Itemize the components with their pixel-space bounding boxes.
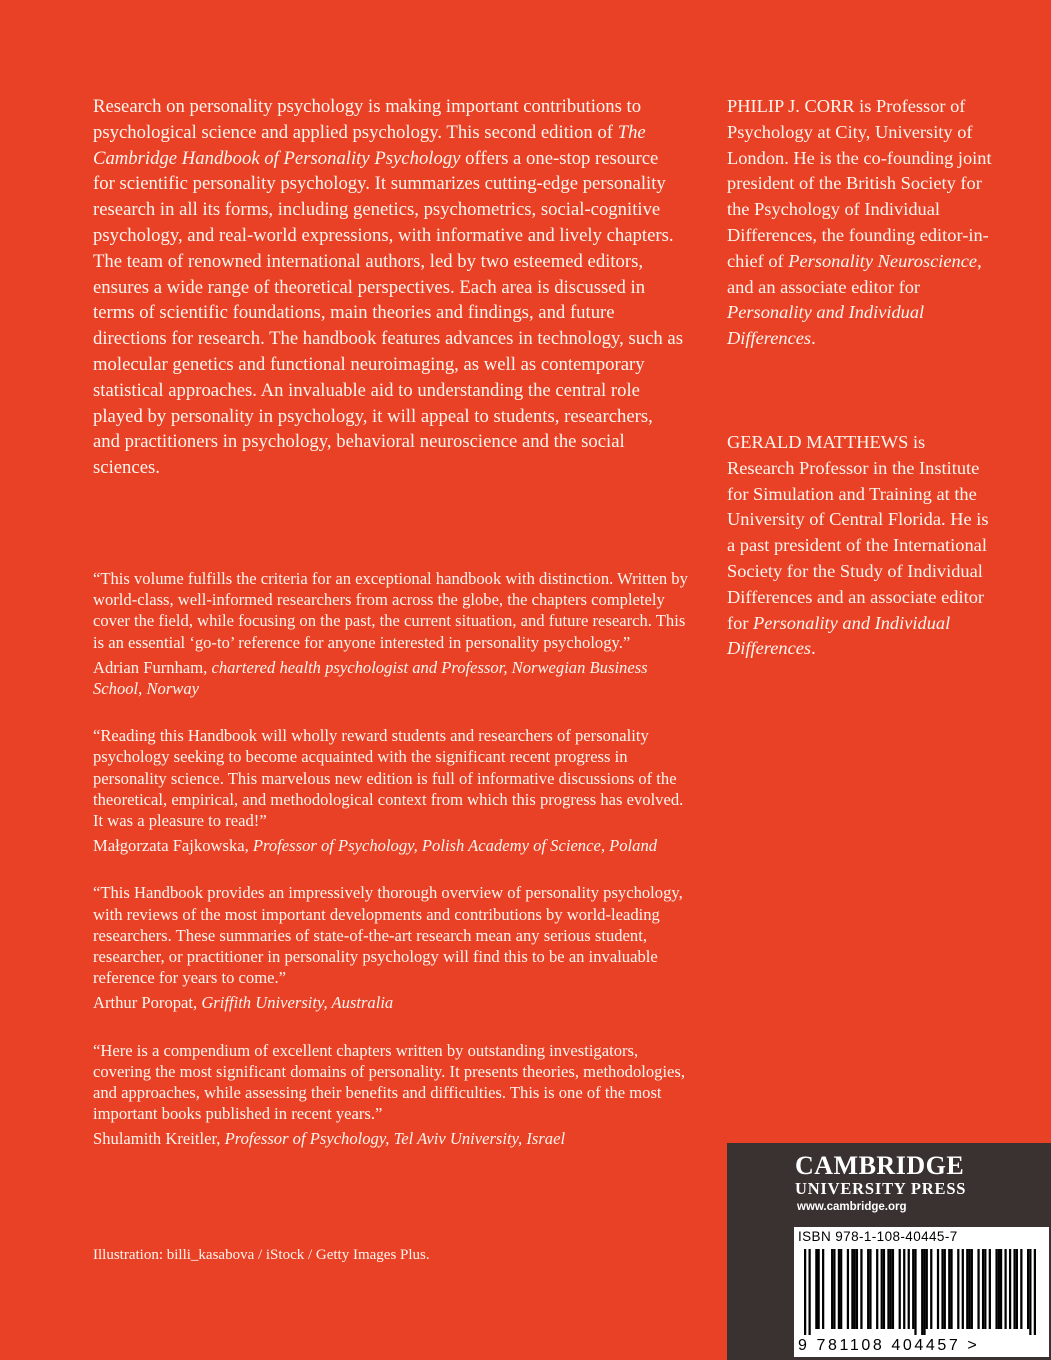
quote-attribution: Adrian Furnham, chartered health psychologist and Professor, Norwegian Business School, Norway [93,657,648,699]
barcode-bar [818,1249,820,1329]
quote-text: “Reading this Handbook will wholly reward students and researchers of personality psychology seeking to become acquainted with the significant recent progress in personality science. This marvelous new edition is full of informative discussions of the theoretical, empirical, and methodological context from which this progress has evolved. It was a pleasure to read!” [93,726,684,831]
editor-name: PHILIP J. CORR [727,96,855,116]
barcode-bar [1034,1249,1036,1335]
barcode-bar [809,1249,811,1335]
endorsement-quote [93,882,693,1013]
barcode-bar [1013,1249,1015,1329]
barcode-bar [876,1249,878,1329]
barcode-bar [838,1249,840,1329]
barcode-bar [971,1249,973,1329]
barcode-bar [1000,1249,1002,1329]
barcode-bar [989,1249,991,1329]
quote-text: “This volume fulfills the criteria for an exceptional handbook with distinction. Written by world-class, well-informed researchers from across the globe, the chapters completely cover the field, while focusing on the past, the current situation, and future research. This is an essential ‘go-to’ reference for anyone interested in personality psychology.” [93,569,688,652]
isbn-label: ISBN 978-1-108-40445-7 [798,1229,958,1244]
publisher-logo-name: CAMBRIDGE [795,1151,965,1180]
book-description [93,94,683,481]
barcode-graphic [804,1249,1036,1335]
barcode-bar [833,1249,835,1329]
barcode-bar [930,1249,932,1329]
barcode-bar [982,1249,984,1329]
book-title: The Cambridge Handbook of Personality Psychology [93,121,646,169]
barcode-bar [840,1249,842,1329]
barcode-bar [962,1249,964,1329]
editor-name: GERALD MATTHEWS [727,432,909,452]
barcode-bar [923,1249,925,1335]
barcode-bar [881,1249,883,1329]
barcode-bar [867,1249,869,1329]
barcode-bar [890,1249,892,1329]
publisher-panel [727,1143,1051,1360]
quote-attribution: Arthur Poropat, Griffith University, Australia [93,993,394,1013]
quote-text: “This Handbook provides an impressively thorough overview of personality psychology, with reviews of the most important developments and contributions by world-leading researchers. These summaries of state-of-the-art research mean any serious student, researcher, or practitioner in personality psychology will find this to be an invaluable reference for years to come.” [93,883,683,988]
publisher-url: www.cambridge.org [797,1201,907,1213]
barcode-bar [1029,1249,1031,1335]
quote-attribution: Małgorzata Fajkowska, Professor of Psychology, Polish Academy of Science, Poland [93,836,658,856]
barcode-bar [860,1249,862,1329]
barcode-bar [957,1249,959,1329]
illustration-credit: Illustration: billi_kasabova / iStock / Getty Images Plus. [93,1247,430,1263]
barcode-bar [1027,1249,1029,1329]
endorsements [93,568,693,1176]
barcode-bar [948,1249,950,1329]
quote-text: “Here is a compendium of excellent chapters written by outstanding investigators, covering the most significant domains of personality. It presents theories, methodologies, and approaches, while assessing their benefits and difficulties. This is one of the most important books published in recent years.” [93,1040,686,1124]
barcode-bar [883,1249,885,1329]
barcode-bar [1020,1249,1022,1329]
barcode-bar [887,1249,889,1329]
barcode-bar [892,1249,894,1329]
barcode-bar [998,1249,1000,1329]
editor-bio-matthews: GERALD MATTHEWS is Research Professor in the Institute for Simulation and Training at the University of Central Florida. He is a past president of the International Society for the Study of Individual Differences and an associate editor for Personality and Individual Differences. [727,432,989,659]
barcode-bar [908,1249,910,1329]
endorsement-quote [93,725,693,856]
barcode-bar [912,1249,914,1329]
barcode-bar [903,1249,905,1329]
barcode-bar [1016,1249,1018,1329]
quote-attribution: Shulamith Kreitler, Professor of Psychology, Tel Aviv University, Israel [93,1129,566,1149]
endorsement-quote [93,1040,693,1150]
barcode-bar [937,1249,939,1329]
barcode-bar [822,1249,824,1329]
barcode-bar [804,1249,806,1335]
barcode-bar [831,1249,833,1329]
barcode-bar [941,1249,943,1329]
barcode-bar [995,1249,997,1329]
barcode-bar [1004,1249,1006,1329]
barcode-bar [966,1249,968,1329]
description-intro: Research on personality psychology is making important contributions to psychological science and applied psychology. This second edition of [93,96,642,143]
barcode-bar [847,1249,849,1329]
barcode-bar [968,1249,970,1329]
barcode-bar [869,1249,871,1329]
barcode-bar [984,1249,986,1329]
publisher-logo-sub: UNIVERSITY PRESS [795,1179,967,1198]
barcode-bar [815,1249,817,1329]
barcode-bar [977,1249,979,1329]
barcode-bar [856,1249,858,1329]
barcode-bar [854,1249,856,1329]
barcode-bar [921,1249,923,1335]
barcode-bar [944,1249,946,1329]
barcode-bar [926,1249,928,1329]
editor-bio-corr: PHILIP J. CORR is Professor of Psychology at City, University of London. He is the co-founding joint president of the British Society for the Psychology of Individual Differences, the founding editor-in-chief of Personality Neuroscience, and an associate editor for Personality and Individual Differences. [727,96,992,349]
barcode-box [794,1227,1049,1357]
barcode-bar [950,1249,952,1329]
barcode-bar [914,1249,916,1335]
barcode-bar [851,1249,853,1329]
ean-digits: 9 781108 404457 > [798,1337,980,1354]
endorsement-quote [93,568,693,699]
description-body: offers a one-stop resource for scientific personality psychology. It summarizes cutting-edge personality research in all its forms, including genetics, psychometrics, social-cognitive psychology, and real-world expressions, with informative and lively chapters. The team of renowned international authors, led by two esteemed editors, ensures a wide range of theoretical perspectives. Each area is discussed in terms of scientific foundations, main theories and findings, and future directions for research. The handbook features advances in technology, such as molecular genetics and functional neuroimaging, as well as contemporary statistical approaches. An invaluable aid to understanding the central role played by personality in psychology, it will appeal to students, researchers, and practitioners in psychology, behavioral neuroscience and the social sciences. [93,147,683,479]
barcode-bar [1009,1249,1011,1329]
barcode-bar [899,1249,901,1329]
